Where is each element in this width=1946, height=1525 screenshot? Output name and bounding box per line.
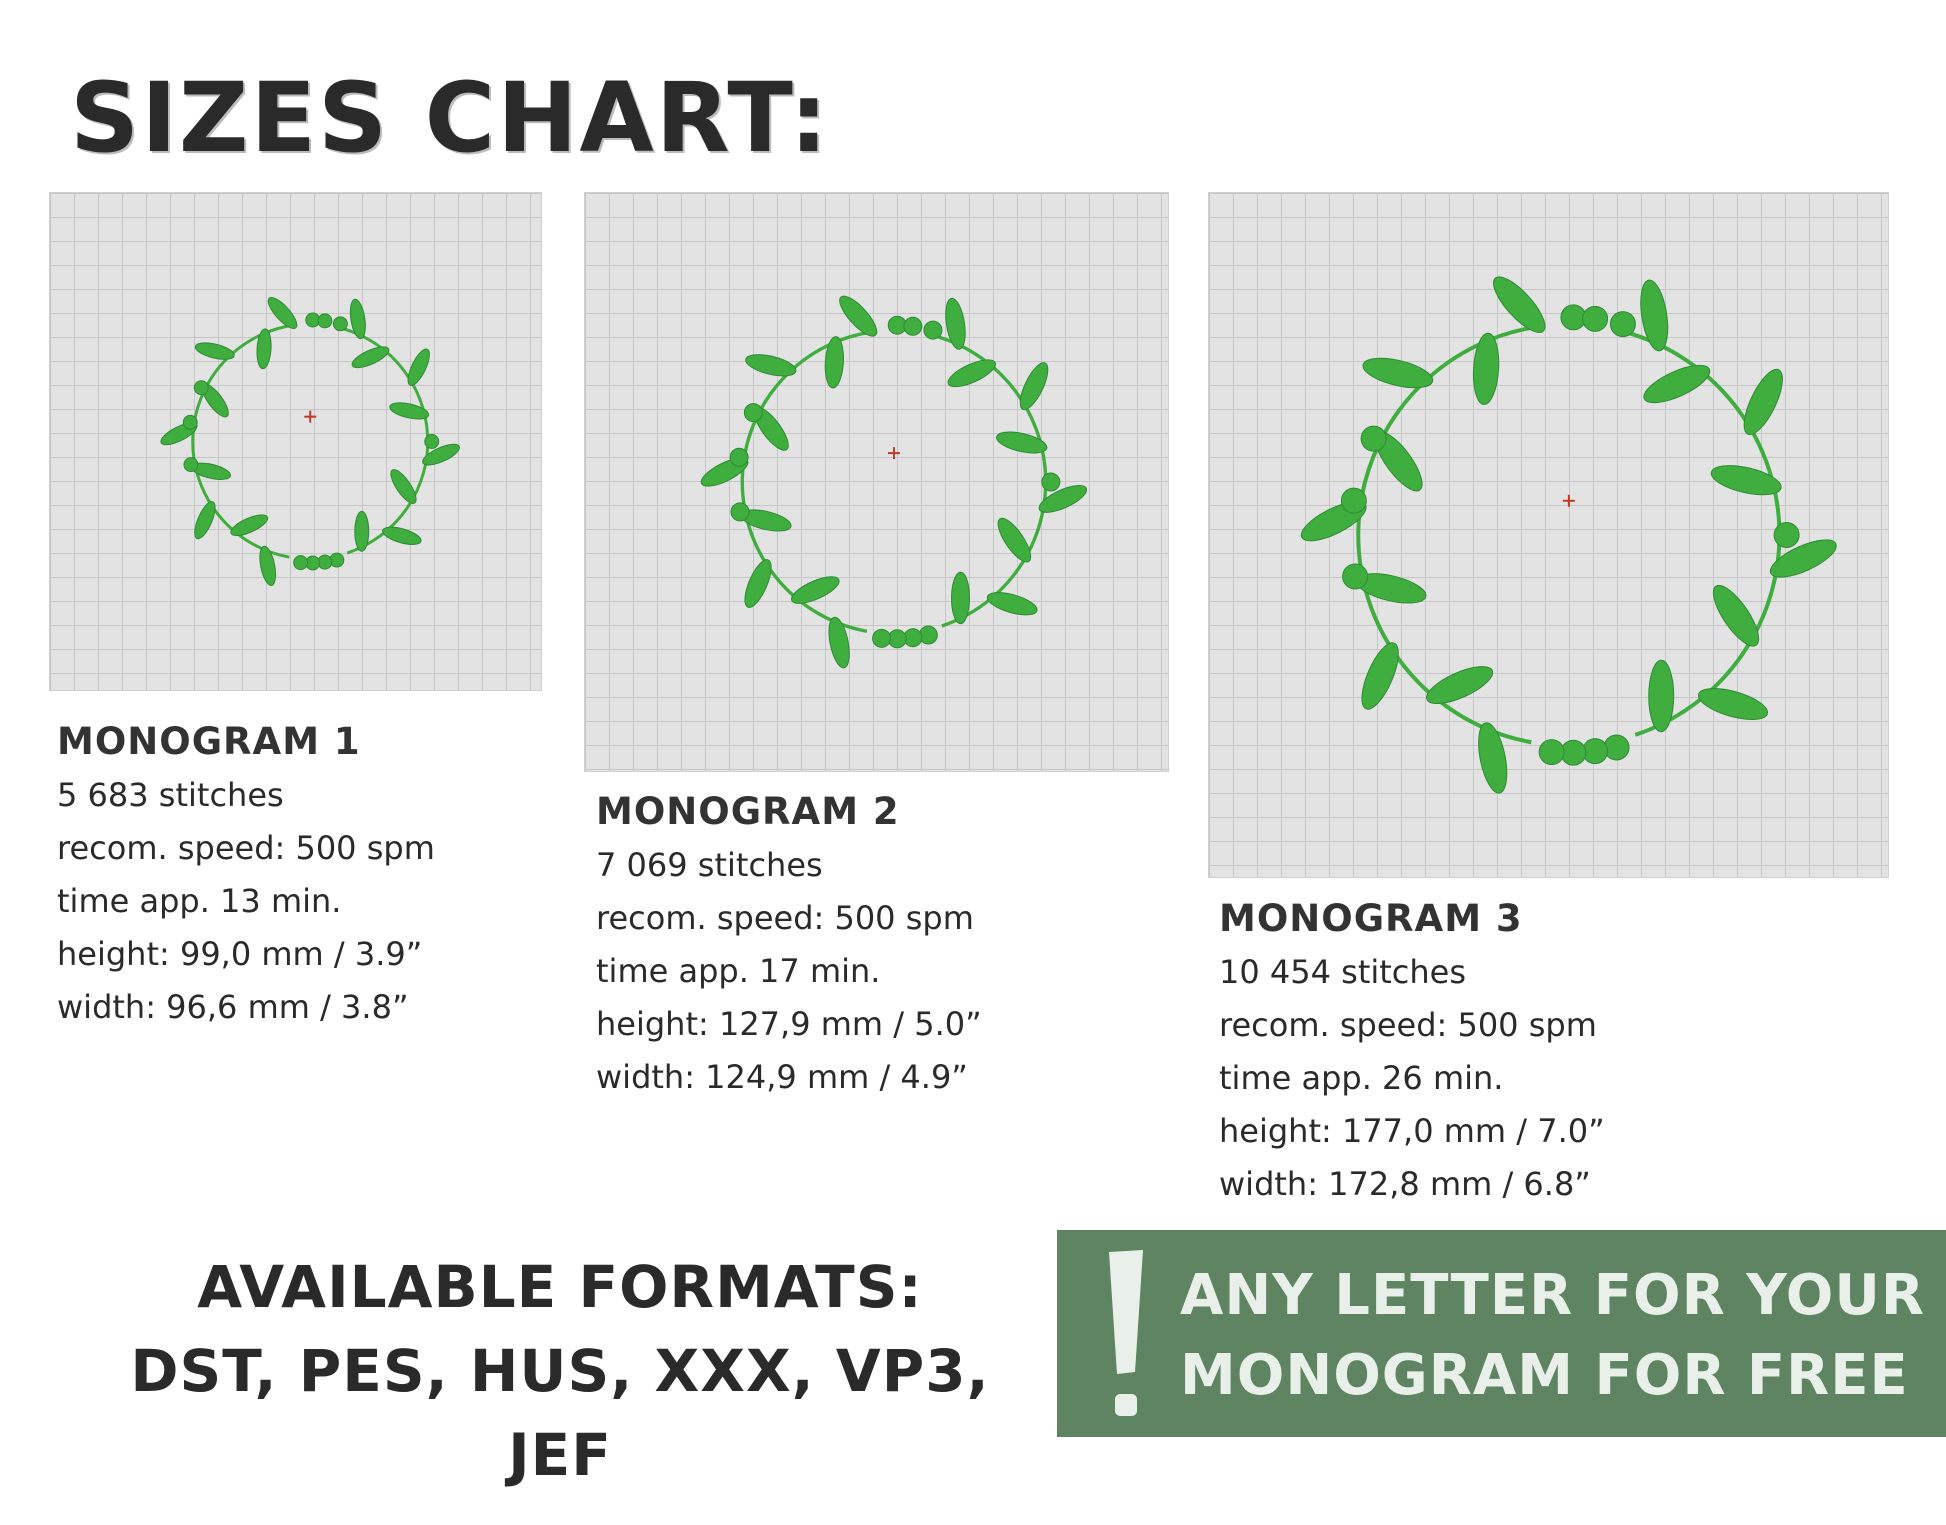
banner-line-2: MONOGRAM FOR FREE <box>1180 1343 1909 1408</box>
monogram-1-info <box>57 720 435 1034</box>
wreath-icon <box>1209 193 1888 877</box>
monogram-3-info <box>1219 897 1605 1211</box>
formats-list: DST, PES, HUS, XXX, VP3, JEF <box>130 1337 990 1489</box>
monogram-3-preview <box>1208 192 1889 878</box>
crosshair-icon <box>304 411 316 423</box>
monogram-1-height: height: 99,0 mm / 3.9” <box>57 935 423 973</box>
free-letter-banner <box>1057 1230 1946 1437</box>
monogram-1-name: MONOGRAM 1 <box>57 720 361 763</box>
monogram-2-speed: recom. speed: 500 spm <box>596 899 974 937</box>
page-title: SIZES CHART: <box>70 62 830 174</box>
monogram-1-stitches: 5 683 stitches <box>57 776 284 814</box>
monogram-2-stitches: 7 069 stitches <box>596 846 823 884</box>
monogram-3-stitches: 10 454 stitches <box>1219 953 1467 991</box>
monogram-1-preview <box>49 192 542 691</box>
monogram-2-name: MONOGRAM 2 <box>596 790 900 833</box>
monogram-2-height: height: 127,9 mm / 5.0” <box>596 1005 982 1043</box>
monogram-2-time: time app. 17 min. <box>596 952 881 990</box>
wreath-icon <box>585 193 1168 771</box>
monogram-1-width: width: 96,6 mm / 3.8” <box>57 988 409 1026</box>
crosshair-icon <box>888 447 900 459</box>
monogram-2-width: width: 124,9 mm / 4.9” <box>596 1058 968 1096</box>
banner-text <box>1180 1256 1925 1416</box>
available-formats <box>100 1245 1020 1497</box>
monogram-1-time: time app. 13 min. <box>57 882 342 920</box>
monogram-2-info <box>596 790 982 1104</box>
wreath-icon <box>50 193 541 690</box>
monogram-3-name: MONOGRAM 3 <box>1219 897 1523 940</box>
monogram-2-preview <box>584 192 1169 772</box>
monogram-3-speed: recom. speed: 500 spm <box>1219 1006 1597 1044</box>
exclamation-icon <box>1103 1244 1149 1424</box>
formats-heading: AVAILABLE FORMATS: <box>197 1253 923 1321</box>
monogram-3-height: height: 177,0 mm / 7.0” <box>1219 1112 1605 1150</box>
monogram-1-speed: recom. speed: 500 spm <box>57 829 435 867</box>
monogram-3-time: time app. 26 min. <box>1219 1059 1504 1097</box>
monogram-3-width: width: 172,8 mm / 6.8” <box>1219 1165 1591 1203</box>
banner-line-1: ANY LETTER FOR YOUR <box>1180 1263 1925 1328</box>
crosshair-icon <box>1563 495 1575 507</box>
